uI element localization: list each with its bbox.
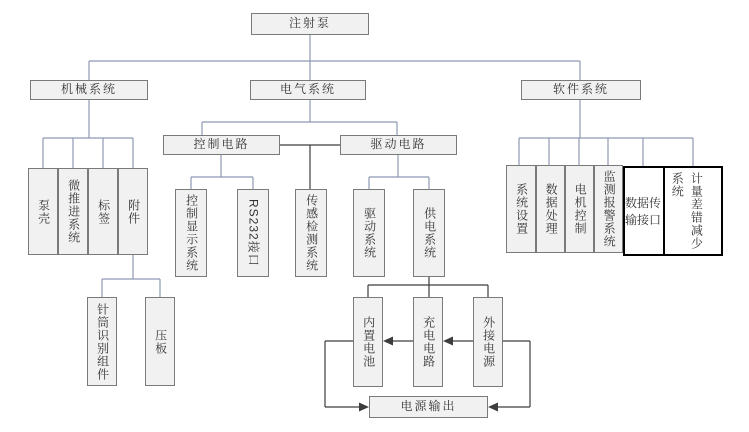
node-rs232-interface: RS232接口 (237, 189, 269, 277)
arrow-battery-to-output (359, 403, 369, 412)
node-attachment: 附件 (118, 168, 148, 255)
node-data-transmission-interface: 数据传输接口 (625, 168, 665, 254)
node-data-processing: 数据处理 (536, 165, 565, 253)
node-pressure-plate: 压板 (145, 297, 175, 386)
node-external-power: 外接电源 (473, 297, 503, 387)
node-label-tag: 标签 (88, 168, 118, 255)
node-power-supply-system: 供电系统 (413, 189, 445, 277)
node-highlight-group (623, 166, 723, 256)
arrow-external-to-output (488, 403, 498, 412)
node-sensor-detection-system: 传感检测系统 (295, 189, 327, 277)
node-control-circuit: 控制电路 (163, 135, 280, 155)
node-drive-circuit: 驱动电路 (340, 135, 457, 155)
node-electrical-system: 电气系统 (250, 80, 366, 100)
arrow-external-to-charging (443, 337, 453, 346)
node-metering-error-reduction-system: 计量差错减少系统 (670, 172, 704, 250)
node-system-settings: 系统设置 (506, 165, 536, 253)
node-power-output: 电源输出 (369, 396, 488, 418)
node-micro-propulsion-system: 微推进系统 (58, 168, 88, 255)
node-internal-battery: 内置电池 (353, 297, 383, 387)
node-pump-shell: 泵壳 (28, 168, 58, 255)
arrow-charging-to-battery (383, 337, 393, 346)
node-software-system: 软件系统 (521, 80, 641, 100)
node-syringe-identification-component: 针筒识别组件 (87, 297, 117, 386)
node-injection-pump: 注射泵 (251, 13, 369, 35)
node-drive-system: 驱动系统 (353, 189, 385, 277)
node-control-display-system: 控制显示系统 (175, 189, 207, 277)
node-motor-control: 电机控制 (565, 165, 594, 253)
node-mechanical-system: 机械系统 (30, 80, 148, 100)
node-monitor-alarm-system: 监测报警系统 (594, 165, 623, 253)
node-charging-circuit: 充电电路 (413, 297, 443, 387)
